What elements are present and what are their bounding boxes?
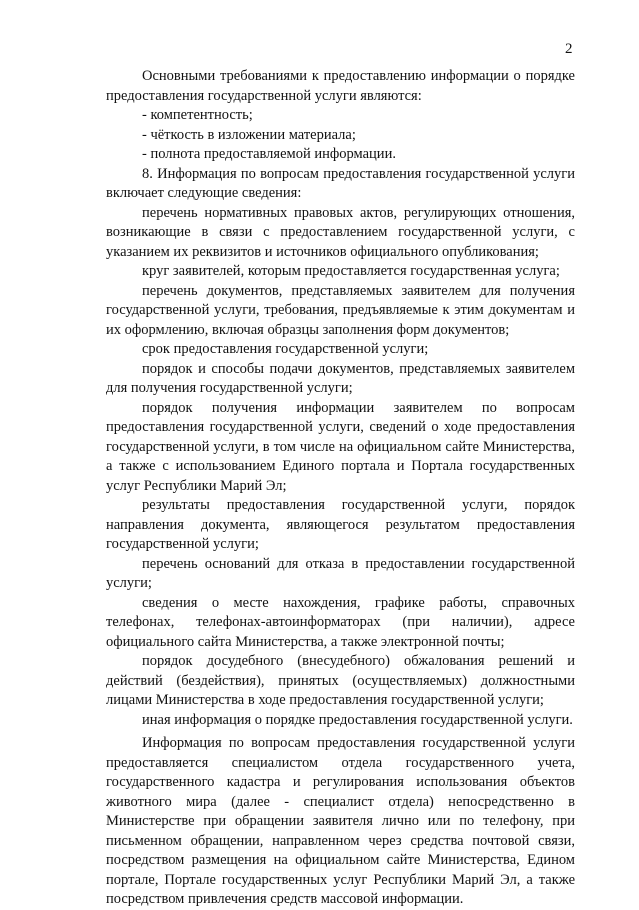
paragraph-appeal: порядок досудебного (внесудебного) обжалования решений и действий (бездействия), принятых (осуществляемых) должностными лицами Министерства в ходе предоставления государственной услуги; [106,653,575,708]
paragraph-info-procedure: порядок получения информации заявителем по вопросам предоставления государственной услуги, сведений о ходе предоставления государственной услуги, в том числе на официальном сайте Министерства, а также с использованием Единого портала и Портала государственных услуг Республики Марий Эл; [106,399,575,494]
paragraph-documents-list: перечень документов, представляемых заявителем для получения государственной услуги, требования, предъявляемые к этим документам и их оформлению, включая образцы заполнения форм документов; [106,282,575,338]
list-item-completeness: - полнота предоставляемой информации. [142,146,396,162]
paragraph-other-info: иная информация о порядке предоставления государственной услуги. [142,711,573,728]
paragraph-results: результаты предоставления государственной услуги, порядок направления документа, являющегося результатом предоставления государственной услуги; [106,497,575,552]
paragraph-requirements: Основными требованиями к предоставлению информации о порядке предоставления государственной услуги являются: [106,68,575,104]
list-item-clarity: - чёткость в изложении материала; [142,126,356,143]
paragraph-info-provision: Информация по вопросам предоставления государственной услуги предоставляется специалистом отдела государственного учета, государственного кадастра и регулирования использования объектов животного мира (далее - специалист отдела) непосредственно в Министерстве при обращении заявителя лично или по телефону, при письменном обращении, направленном через средства почтовой связи, посредством размещения на официальном сайте Министерства, Едином портале, Портале государственных услуг Республики Марий Эл, а также посредством привлечения средств массовой информации. [106,735,575,907]
paragraph-legal-acts: перечень нормативных правовых актов, регулирующих отношения, возникающие в связи с предоставлением государственной услуги, с указанием их реквизитов и источников официального опубликования; [106,204,575,260]
paragraph-submission: порядок и способы подачи документов, представляемых заявителем для получения государственной услуги; [106,360,575,396]
paragraph-service-term: срок предоставления государственной услуги; [142,341,429,357]
page-number: 2 [565,41,573,57]
list-item-competence: - компетентность; [142,107,253,123]
paragraph-applicants: круг заявителей, которым предоставляется государственная услуга; [142,263,560,279]
paragraph-section-8: 8. Информация по вопросам предоставления государственной услуги включает следующие сведения: [106,165,575,201]
document-body [106,67,575,910]
paragraph-refusal-grounds: перечень оснований для отказа в предоставлении государственной услуги; [106,555,575,591]
paragraph-contacts: сведения о месте нахождения, графике работы, справочных телефонах, телефонах-автоинформаторах (при наличии), адресе официального сайта Министерства, а также электронной почты; [106,594,575,650]
